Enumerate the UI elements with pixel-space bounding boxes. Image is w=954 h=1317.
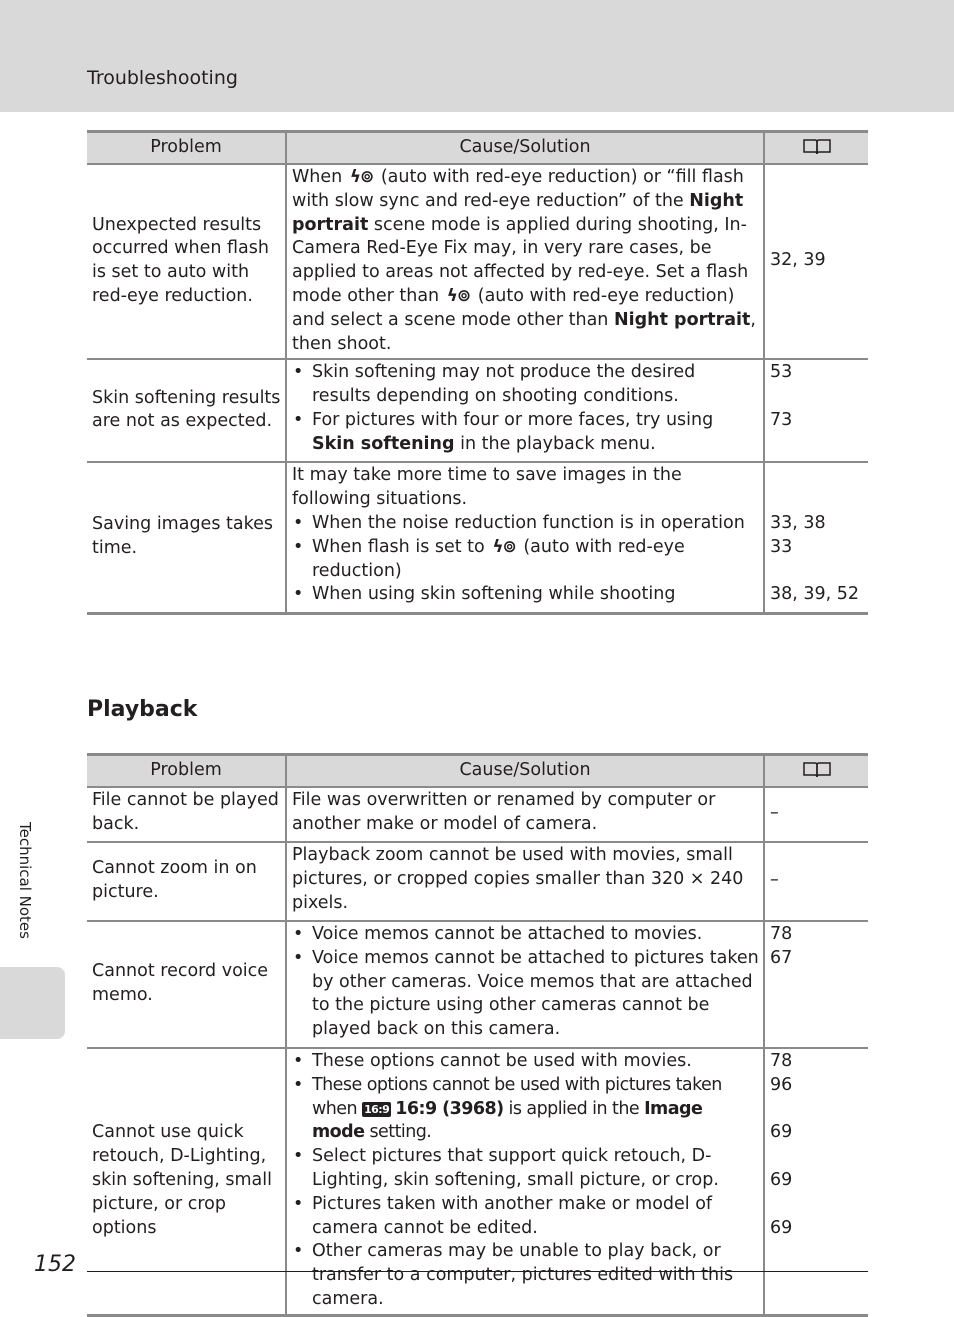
flash-red-eye-icon: ϟ⊚ — [446, 285, 471, 306]
table-row — [87, 359, 868, 462]
header-band — [0, 0, 954, 112]
cause-cell: When ϟ⊚ (auto with red-eye reduction) or “fill flash with slow sync and red-eye reduction” of the Night portrait scene mode is applied during shooting, In-Camera Red-Eye Fix may, in very rare cases, be applied to areas not affected by red-eye. Set a flash mode other than ϟ⊚ (auto with red-eye reduction) and select a scene mode other than Night portrait, then shoot. — [286, 164, 764, 359]
cause-column-header: Cause/Solution — [286, 755, 764, 788]
list-item: • These options cannot be used with movies. — [292, 1050, 759, 1074]
cause-cell — [286, 921, 764, 1048]
problem-cell: Unexpected results occurred when flash is set to auto with red-eye reduction. — [87, 164, 286, 359]
reference-cell: 33, 38 33 38, 39, 52 — [764, 462, 868, 613]
list-item: • For pictures with four or more faces, try using Skin softening in the playback menu. — [292, 409, 759, 457]
section-tab — [0, 967, 65, 1039]
table-row — [87, 164, 868, 359]
list-item: • Skin softening may not produce the desired results depending on shooting conditions. — [292, 361, 759, 409]
book-icon — [802, 138, 832, 156]
list-item: • Select pictures that support quick retouch, D-Lighting, skin softening, small picture, or crop. — [292, 1145, 759, 1193]
image-mode-icon: 16:9 — [364, 1102, 390, 1116]
flash-red-eye-icon: ϟ⊚ — [349, 167, 374, 187]
table-row — [87, 462, 868, 613]
table-row — [87, 1048, 868, 1315]
footer-rule — [87, 1271, 868, 1272]
cause-column-header: Cause/Solution — [286, 132, 764, 165]
cause-cell — [286, 1048, 764, 1315]
list-item: • When using skin softening while shooting — [292, 583, 759, 607]
side-tab-label: Technical Notes — [16, 822, 34, 939]
cause-cell: File was overwritten or renamed by computer or another make or model of camera. — [286, 787, 764, 842]
list-item: • Voice memos cannot be attached to movies. — [292, 923, 759, 947]
page-number: 152 — [34, 1252, 76, 1277]
list-item: • These options cannot be used with pictures taken when 16:9 16:9 (3968) is applied in the Image mode setting. — [292, 1074, 759, 1145]
list-item: • When the noise reduction function is in operation — [292, 512, 759, 536]
reference-cell: 32, 39 — [764, 164, 868, 359]
section-title: Playback — [87, 697, 198, 722]
table-header-row — [87, 132, 868, 165]
problem-cell: File cannot be played back. — [87, 787, 286, 842]
reference-column-header — [764, 755, 868, 788]
flash-red-eye-icon: ϟ⊚ — [492, 536, 516, 557]
list-item: • Voice memos cannot be attached to pictures taken by other cameras. Voice memos that are attached to the picture using other cameras cannot be played back on this camera. — [292, 947, 759, 1042]
list-item: • Pictures taken with another make or model of camera cannot be edited. — [292, 1193, 759, 1241]
problem-cell: Cannot zoom in on picture. — [87, 842, 286, 921]
reference-cell: – — [764, 787, 868, 842]
playback-table — [87, 753, 868, 1317]
table-row — [87, 787, 868, 842]
table-row — [87, 921, 868, 1048]
reference-cell: – — [764, 842, 868, 921]
reference-cell: 78 96 69 69 69 — [764, 1048, 868, 1315]
troubleshooting-table — [87, 130, 868, 615]
list-item: • When flash is set to ϟ⊚ (auto with red-eye reduction) — [292, 536, 759, 584]
table-header-row — [87, 755, 868, 788]
problem-cell: Cannot use quick retouch, D-Lighting, skin softening, small picture, or crop options — [87, 1048, 286, 1315]
reference-cell: 53 73 — [764, 359, 868, 462]
page-header-title: Troubleshooting — [87, 67, 238, 89]
cause-cell: Playback zoom cannot be used with movies, small pictures, or cropped copies smaller than 320 × 240 pixels. — [286, 842, 764, 921]
reference-column-header — [764, 132, 868, 165]
reference-cell: 78 67 — [764, 921, 868, 1048]
book-icon — [802, 761, 832, 779]
cause-cell: It may take more time to save images in the following situations. • When the noise reduction function is in operation • When flash is set to ϟ⊚ (auto with red-eye reduction) • When using skin softening while shooting — [286, 462, 764, 613]
problem-column-header: Problem — [87, 755, 286, 788]
table-row — [87, 842, 868, 921]
list-item: • Other cameras may be unable to play back, or transfer to a computer, pictures edited with this camera. — [292, 1240, 759, 1311]
problem-column-header: Problem — [87, 132, 286, 165]
problem-cell: Cannot record voice memo. — [87, 921, 286, 1048]
cause-cell — [286, 359, 764, 462]
problem-cell: Saving images takes time. — [87, 462, 286, 613]
problem-cell: Skin softening results are not as expected. — [87, 359, 286, 462]
